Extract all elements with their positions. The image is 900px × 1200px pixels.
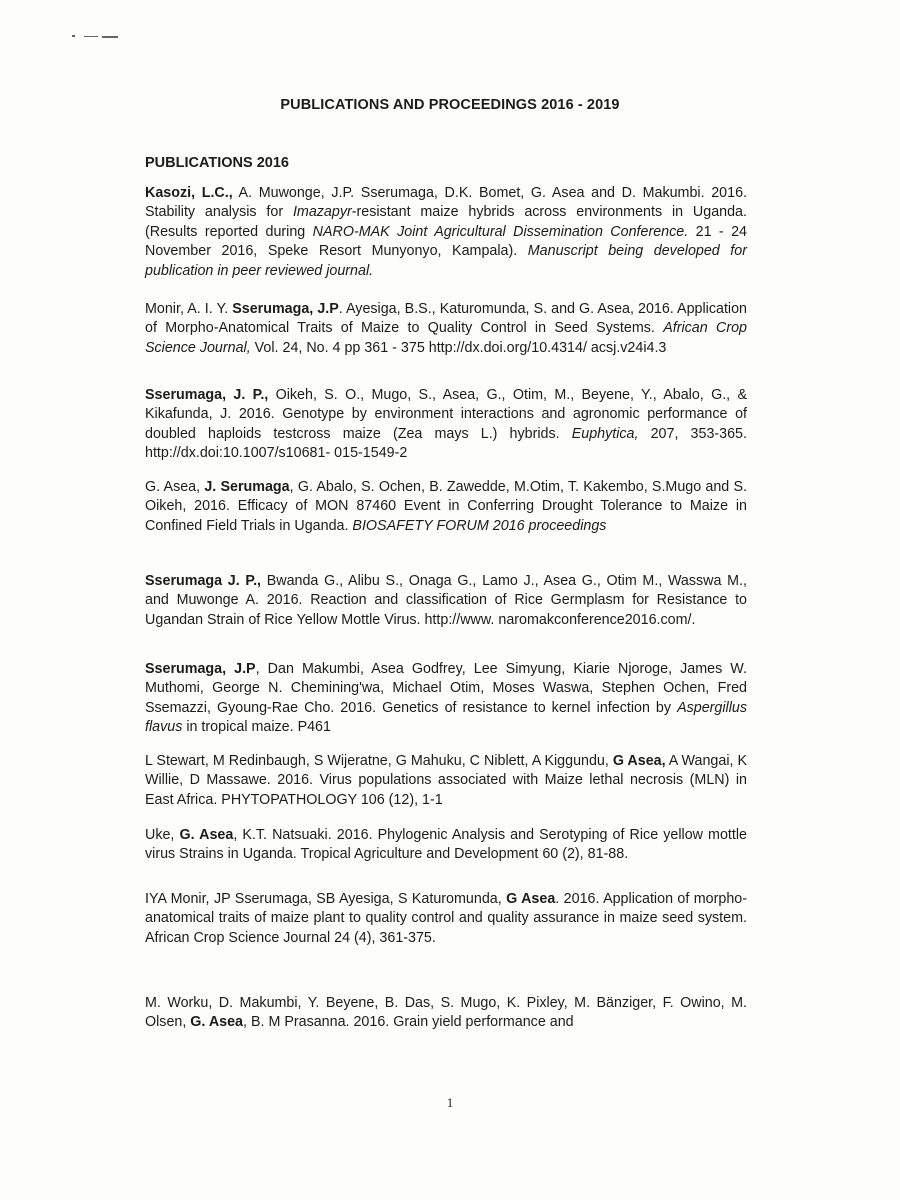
entry-text: Oikeh, S. O., Mugo, S., Asea, G., Otim, M., Beyene, Y., Abalo, G., & Kikafunda, J. 2016. Genotype by environment interactions and agronomic performance of doubled haploids testcross maize (Zea mays L.) hybrids. [145,387,748,442]
publication-entry [145,994,747,1033]
publication-entry [145,826,747,865]
italic-text: African Crop Science Journal, [145,320,747,356]
publication-entry [145,184,747,281]
publication-entry [145,752,747,810]
author-name-bold: Sserumaga J. P., [145,573,262,589]
author-name-bold: G Asea, [612,753,666,769]
author-name-bold: Sserumaga, J.P [145,661,256,677]
entry-text: in tropical maize. P461 [182,719,331,736]
italic-text: Aspergillus flavus [145,699,747,736]
author-name-bold: J. Serumaga [204,479,290,495]
section-heading: PUBLICATIONS 2016 [145,155,289,171]
italic-text: NARO-MAK Joint Agricultural Dissemination Conference. [312,223,689,240]
entry-text: G. Asea, [145,479,205,495]
entry-text: -resistant maize hybrids across environments in Uganda. (Results reported during [145,204,747,240]
publication-entry [145,890,747,948]
publication-entry [145,300,747,358]
entry-text: , G. Abalo, S. Ochen, B. Zawedde, M.Otim, T. Kakembo, S.Mugo and S. Oikeh, 2016. Efficacy of MON 87460 Event in Conferring Drought Tolerance to Maize in Confined Field Trials in Uganda. [145,479,747,534]
author-name-bold: G Asea [506,891,556,907]
entry-text: Vol. 24, No. 4 pp 361 - 375 http://dx.doi.org/10.4314/ acsj.v24i4.3 [250,339,667,356]
author-name-bold: G. Asea [190,1014,244,1031]
entry-text: 207, 353-365. http://dx.doi:10.1007/s10681- 015-1549-2 [145,425,747,462]
entry-text: 21 - 24 November 2016, Speke Resort Munyonyo, Kampala). [145,223,747,260]
entry-text: Monir, A. I. Y. [145,301,233,317]
author-name-bold: Kasozi, L.C., [145,185,233,201]
document-title: PUBLICATIONS AND PROCEEDINGS 2016 - 2019 [280,97,620,113]
entry-text: . Ayesiga, B.S., Katuromunda, S. and G. Asea, 2016. Application of Morpho-Anatomical Traits of Maize to Quality Control in Seed Systems. [145,301,747,337]
publication-entry [145,386,747,464]
entry-text: A Wangai, K Willie, D Massawe. 2016. Virus populations associated with Maize lethal necrosis (MLN) in East Africa. PHYTOPATHOLOGY 106 (12), 1-1 [145,753,747,808]
entry-text: Bwanda G., Alibu S., Onaga G., Lamo J., Asea G., Otim M., Wasswa M., and Muwonge A. 2016. Reaction and classification of Rice Germplasm for Resistance to Ugandan Strain of Rice Yellow Mottle Virus. http://www. naromakconference2016.com/. [145,573,747,628]
italic-text: Imazapyr [292,204,352,221]
author-name-bold: Sserumaga, J.P [232,301,339,317]
entry-text: L Stewart, M Redinbaugh, S Wijeratne, G Mahuku, C Niblett, A Kiggundu, [145,753,613,769]
scan-artifact [72,33,120,41]
publication-entry [145,660,747,738]
entry-text: M. Worku, D. Makumbi, Y. Beyene, B. Das, S. Mugo, K. Pixley, M. Bänziger, F. Owino, M. Olsen, [145,995,747,1031]
italic-text: Euphytica, [571,425,639,442]
entry-text: IYA Monir, JP Sserumaga, SB Ayesiga, S Katuromunda, [145,891,507,907]
author-name-bold: Sserumaga, J. P., [145,387,269,403]
publication-entry [145,478,747,536]
entry-text: A. Muwonge, J.P. Sserumaga, D.K. Bomet, G. Asea and D. Makumbi. 2016. Stability analysis for [145,185,747,221]
italic-text: Manuscript being developed for publication in peer reviewed journal. [145,243,747,279]
italic-text: BIOSAFETY FORUM 2016 proceedings [352,517,607,534]
entry-text: , Dan Makumbi, Asea Godfrey, Lee Simyung, Kiarie Njoroge, James W. Muthomi, George N. Chemining'wa, Michael Otim, Moses Waswa, Stephen Ochen, Fred Ssemazzi, Gyoung-Rae Cho. 2016. Genetics of resistance to kernel infection by [145,661,747,716]
publication-entry [145,572,747,630]
entry-text: , K.T. Natsuaki. 2016. Phylogenic Analysis and Serotyping of Rice yellow mottle virus Strains in Uganda. Tropical Agriculture and Development 60 (2), 81-88. [145,827,747,863]
entry-text: . 2016. Application of morpho-anatomical traits of maize plant to quality control and quality assurance in maize seed system. African Crop Science Journal 24 (4), 361-375. [145,891,747,946]
author-name-bold: G. Asea [179,827,234,843]
entry-text: , B. M Prasanna. 2016. Grain yield performance and [243,1014,574,1031]
entry-text: Uke, [145,827,180,843]
page-number: 1 [446,1095,454,1110]
